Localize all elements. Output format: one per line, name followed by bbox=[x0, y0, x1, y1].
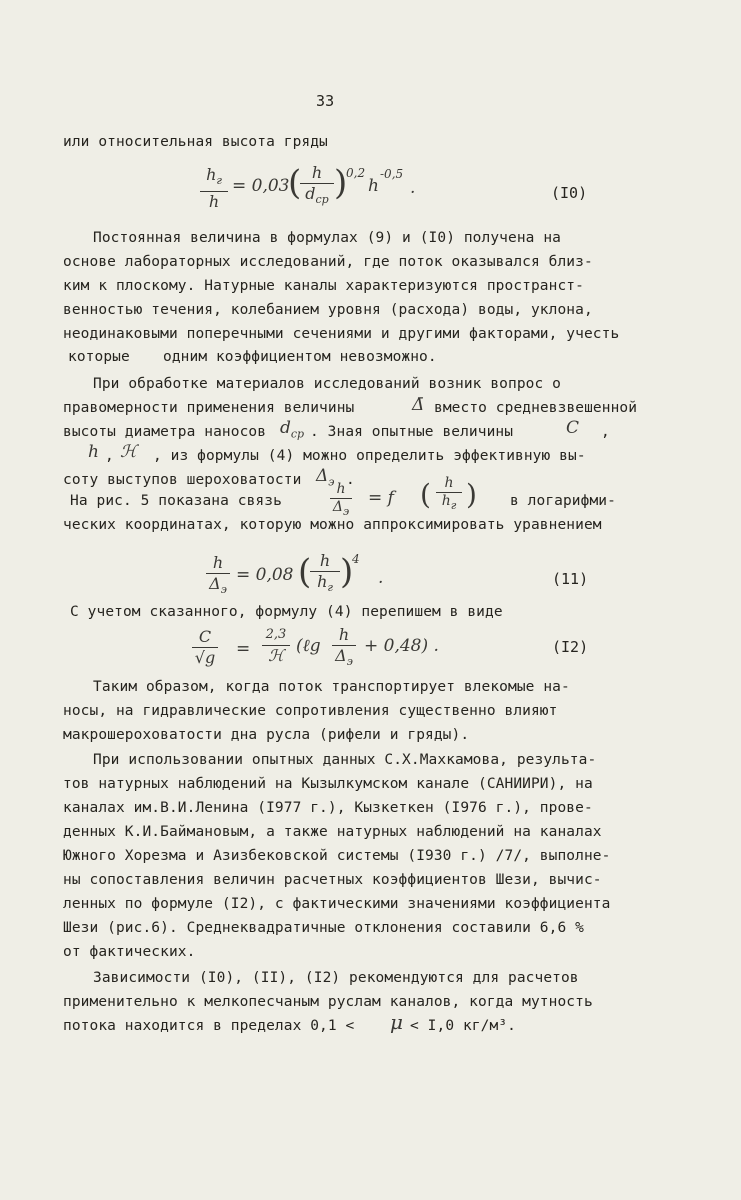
text-line: каналах им.В.И.Ленина (I977 г.), Кызкеткен (I976 г.), прове- bbox=[63, 800, 593, 816]
text-line: При использовании опытных данных С.Х.Махкамова, результа- bbox=[93, 752, 597, 768]
eq10-tail: h bbox=[368, 176, 379, 196]
text-line: ческих координатах, которую можно аппроксимировать уравнением bbox=[63, 517, 602, 533]
relation-function: = f bbox=[368, 488, 394, 508]
text-line: , bbox=[105, 448, 114, 464]
text-line: Постоянная величина в формулах (9) и (I0) получена на bbox=[93, 230, 561, 246]
text-line: одним коэффициентом невозможно. bbox=[163, 349, 437, 365]
text-line: денных К.И.Баймановым, а также натурных наблюдений на каналах bbox=[63, 824, 602, 840]
left-paren: ( bbox=[298, 552, 312, 592]
text-line: С учетом сказанного, формулу (4) перепишем в виде bbox=[70, 604, 503, 620]
text-line: При обработке материалов исследований возник вопрос о bbox=[93, 376, 561, 392]
text-line: Южного Хорезма и Азизбековской системы (I930 г.) /7/, выполне- bbox=[63, 848, 611, 864]
eq12-coefficient: 2,3 ℋ bbox=[262, 626, 290, 665]
text-line: в логарифми- bbox=[510, 493, 616, 509]
mu-symbol: μ bbox=[390, 1010, 403, 1034]
relation-inner-fraction: h $h_г$ bbox=[436, 476, 462, 513]
eq12-inner-fraction: h $\Delta_э$ bbox=[332, 626, 356, 671]
text-line: , bbox=[601, 424, 610, 440]
text-line: Зависимости (I0), (II), (I2) рекомендуются для расчетов bbox=[93, 970, 579, 986]
text-line: Шези (рис.6). Среднеквадратичные отклонения составили 6,6 % bbox=[63, 920, 584, 936]
equation-number-10: (I0) bbox=[551, 184, 588, 202]
eq10-dot: . bbox=[410, 178, 416, 198]
delta-e-symbol: $\Delta_э$ bbox=[316, 466, 335, 489]
text-line: правомерности применения величины bbox=[63, 400, 355, 416]
text-line: неодинаковыми поперечными сечениями и другими факторами, учесть bbox=[63, 326, 620, 342]
eq10-inner-fraction: h $d_{ср}$ bbox=[300, 164, 334, 209]
eq10-power-2: -0,5 bbox=[380, 167, 404, 181]
h-symbol: h bbox=[88, 442, 99, 462]
text-line: ны сопоставления величин расчетных коэффициентов Шези, вычис- bbox=[63, 872, 602, 888]
text-line: основе лабораторных исследований, где поток оказывался близ- bbox=[63, 254, 593, 270]
eq11-coefficient: = 0,08 bbox=[236, 565, 294, 585]
text-line: макрошероховатости дна русла (рифели и гряды). bbox=[63, 727, 470, 743]
eq12-rest: + 0,48) . bbox=[364, 636, 439, 656]
equation-number-11: (11) bbox=[552, 570, 589, 588]
eq11-inner-fraction: h $h_г$ bbox=[310, 552, 340, 597]
text-line: соту выступов шероховатости bbox=[63, 472, 302, 488]
right-paren: ) bbox=[334, 163, 348, 203]
c-symbol: C bbox=[566, 418, 580, 438]
text-line: ким к плоскому. Натурные каналы характеризуются пространст- bbox=[63, 278, 584, 294]
dcp-symbol: $d_{ср}$ bbox=[280, 418, 305, 441]
eq10-coefficient: = 0,03 bbox=[232, 176, 290, 196]
text-line: высоты диаметра наносов bbox=[63, 424, 267, 440]
text-line: носы, на гидравлические сопротивления существенно влияют bbox=[63, 703, 558, 719]
left-paren: ( bbox=[420, 478, 431, 511]
eq10-power-1: 0,2 bbox=[346, 166, 366, 180]
text-line: применительно к мелкопесчаным руслам каналов, когда мутность bbox=[63, 994, 593, 1010]
right-paren: ) bbox=[340, 552, 354, 592]
h-script-symbol: ℋ bbox=[120, 442, 137, 462]
eq11-dot: . bbox=[378, 568, 384, 588]
eq12-equals: = bbox=[236, 639, 251, 659]
text-line: которые bbox=[68, 349, 130, 365]
text-line: . Зная опытные величины bbox=[310, 424, 514, 440]
text-line: венностью течения, колебанием уровня (расхода) воды, уклона, bbox=[63, 302, 593, 318]
text-line: На рис. 5 показана связь bbox=[70, 493, 282, 509]
text-line: , из формулы (4) можно определить эффективную вы- bbox=[153, 448, 586, 464]
text-line: тов натурных наблюдений на Кызылкумском канале (САНИИРИ), на bbox=[63, 776, 593, 792]
delta-symbol: Δ̄ bbox=[412, 395, 425, 415]
text-line: вместо средневзвешенной bbox=[434, 400, 638, 416]
right-paren: ) bbox=[466, 478, 477, 511]
text-line: . bbox=[346, 472, 355, 488]
text-line: Таким образом, когда поток транспортирует влекомые на- bbox=[93, 679, 570, 695]
left-paren: ( bbox=[288, 163, 302, 203]
eq12-fraction: C √g bbox=[192, 628, 218, 667]
eq12-log: (ℓg bbox=[296, 636, 321, 656]
eq11-fraction: h $\Delta_э$ bbox=[206, 554, 230, 599]
text-line: ленных по формуле (I2), с фактическими значениями коэффициента bbox=[63, 896, 611, 912]
page-number: 33 bbox=[316, 92, 335, 110]
relation-fraction: h $\Delta_э$ bbox=[330, 482, 352, 519]
eq11-power: 4 bbox=[352, 552, 360, 566]
equation-number-12: (I2) bbox=[552, 638, 589, 656]
text-line: от фактических. bbox=[63, 944, 196, 960]
text-line: или относительная высота гряды bbox=[63, 134, 328, 150]
text-line: < I,0 кг/м³. bbox=[410, 1018, 516, 1034]
text-line: потока находится в пределах 0,1 < bbox=[63, 1018, 355, 1034]
eq10-fraction: $h_г$ h bbox=[200, 166, 228, 211]
